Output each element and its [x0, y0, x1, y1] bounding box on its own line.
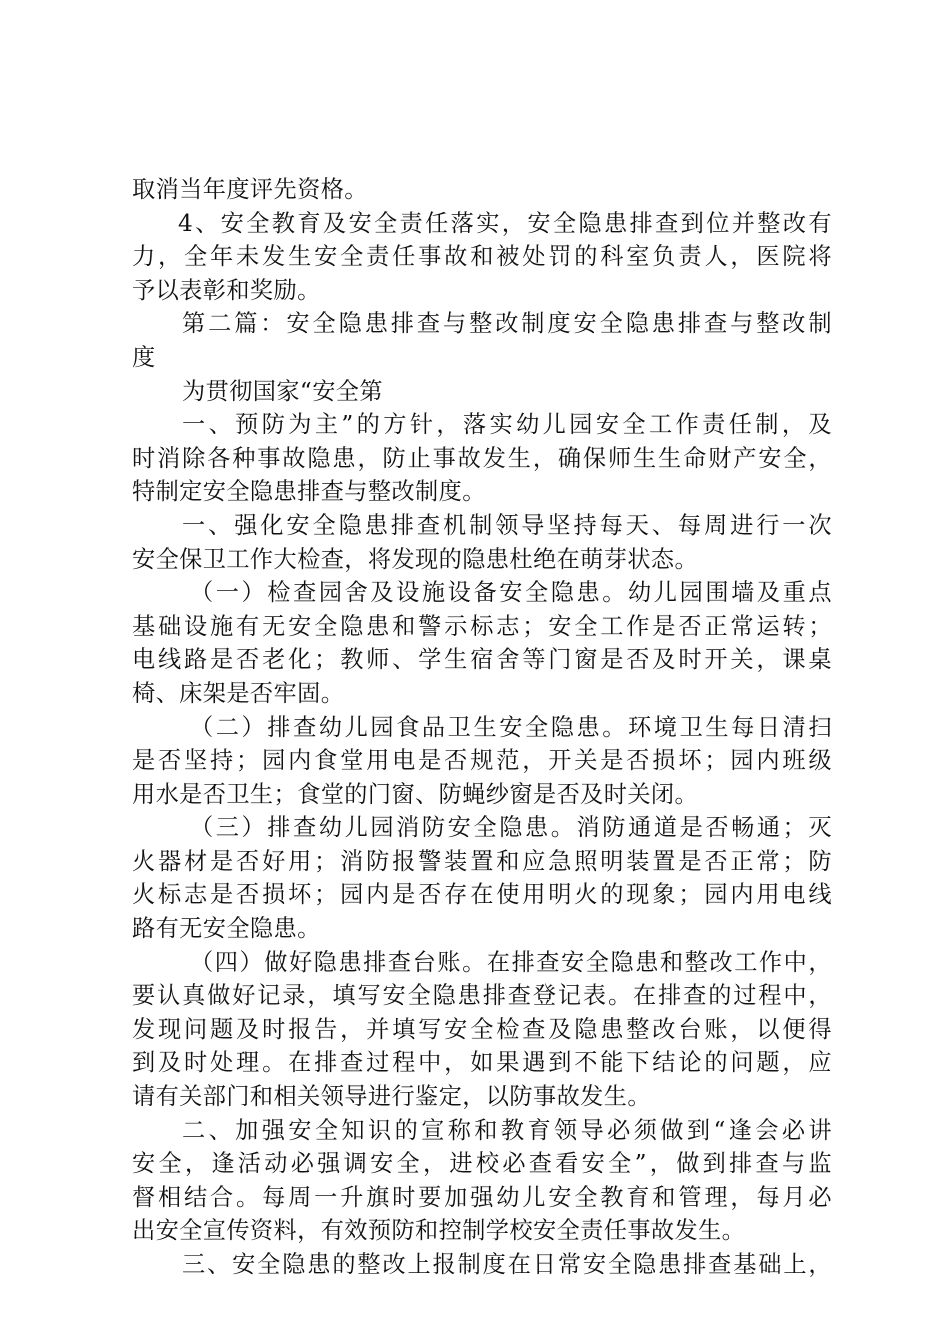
- text-line: 基础设施有无安全隐患和警示标志；安全工作是否正常运转；: [132, 612, 832, 640]
- text-line: 取消当年度评先资格。: [132, 176, 368, 203]
- section-heading-line: 度: [132, 343, 156, 371]
- text-line: 发现问题及时报告，并填写安全检查及隐患整改台账，以便得: [132, 1015, 832, 1043]
- text-line: 督相结合。每周一升旗时要加强幼儿安全教育和管理，每月必: [132, 1183, 832, 1211]
- section-heading-line: 第二篇：安全隐患排查与整改制度安全隐患排查与整改制: [182, 310, 832, 338]
- text-line: 请有关部门和相关领导进行鉴定，以防事故发生。: [132, 1083, 651, 1111]
- text-line: 要认真做好记录，填写安全隐患排查登记表。在排查的过程中，: [132, 982, 832, 1010]
- text-line: 特制定安全隐患排查与整改制度。: [132, 478, 486, 506]
- text-line: 是否坚持；园内食堂用电是否规范，开关是否损坏；园内班级: [132, 747, 832, 775]
- text-line: 电线路是否老化；教师、学生宿舍等门窗是否及时开关，课桌: [132, 646, 832, 674]
- text-line: 椅、床架是否牢固。: [132, 679, 345, 707]
- text-line: 一、预防为主”的方针，落实幼儿园安全工作责任制，及: [182, 411, 832, 439]
- text-line: 予以表彰和奖励。: [132, 276, 321, 304]
- text-line: 安全，逢活动必强调安全，进校必查看安全”，做到排查与监: [132, 1150, 832, 1178]
- text-line: 二、加强安全知识的宣称和教育领导必须做到“逢会必讲: [182, 1116, 832, 1144]
- text-line: 为贯彻国家“安全第: [182, 377, 383, 405]
- text-line: 出安全宣传资料，有效预防和控制学校安全责任事故发生。: [132, 1217, 746, 1245]
- text-line: 用水是否卫生；食堂的门窗、防蝇纱窗是否及时关闭。: [132, 780, 699, 808]
- text-line: 火标志是否损坏；园内是否存在使用明火的现象；园内用电线: [132, 881, 832, 909]
- text-line: （四）做好隐患排查台账。在排查安全隐患和整改工作中，: [190, 948, 832, 976]
- document-body: [132, 173, 832, 1282]
- text-line: 路有无安全隐患。: [132, 915, 321, 943]
- text-line: 一、强化安全隐患排查机制领导坚持每天、每周进行一次: [182, 511, 832, 539]
- text-line: （一）检查园舍及设施设备安全隐患。幼儿园围墙及重点: [190, 579, 832, 607]
- text-line: 4、安全教育及安全责任落实，安全隐患排查到位并整改有: [178, 209, 832, 237]
- text-line: 三、安全隐患的整改上报制度在日常安全隐患排查基础上，: [182, 1251, 832, 1278]
- text-line: 安全保卫工作大检查，将发现的隐患杜绝在萌芽状态。: [132, 545, 699, 573]
- text-line: 力，全年未发生安全责任事故和被处罚的科室负责人，医院将: [132, 243, 832, 271]
- text-line: 到及时处理。在排查过程中，如果遇到不能下结论的问题，应: [132, 1049, 832, 1077]
- text-line: （二）排查幼儿园食品卫生安全隐患。环境卫生每日清扫: [190, 713, 832, 741]
- text-line: 火器材是否好用；消防报警装置和应急照明装置是否正常；防: [132, 847, 832, 875]
- text-line: 时消除各种事故隐患，防止事故发生，确保师生生命财产安全，: [132, 444, 832, 472]
- text-line: （三）排查幼儿园消防安全隐患。消防通道是否畅通；灭: [190, 814, 832, 842]
